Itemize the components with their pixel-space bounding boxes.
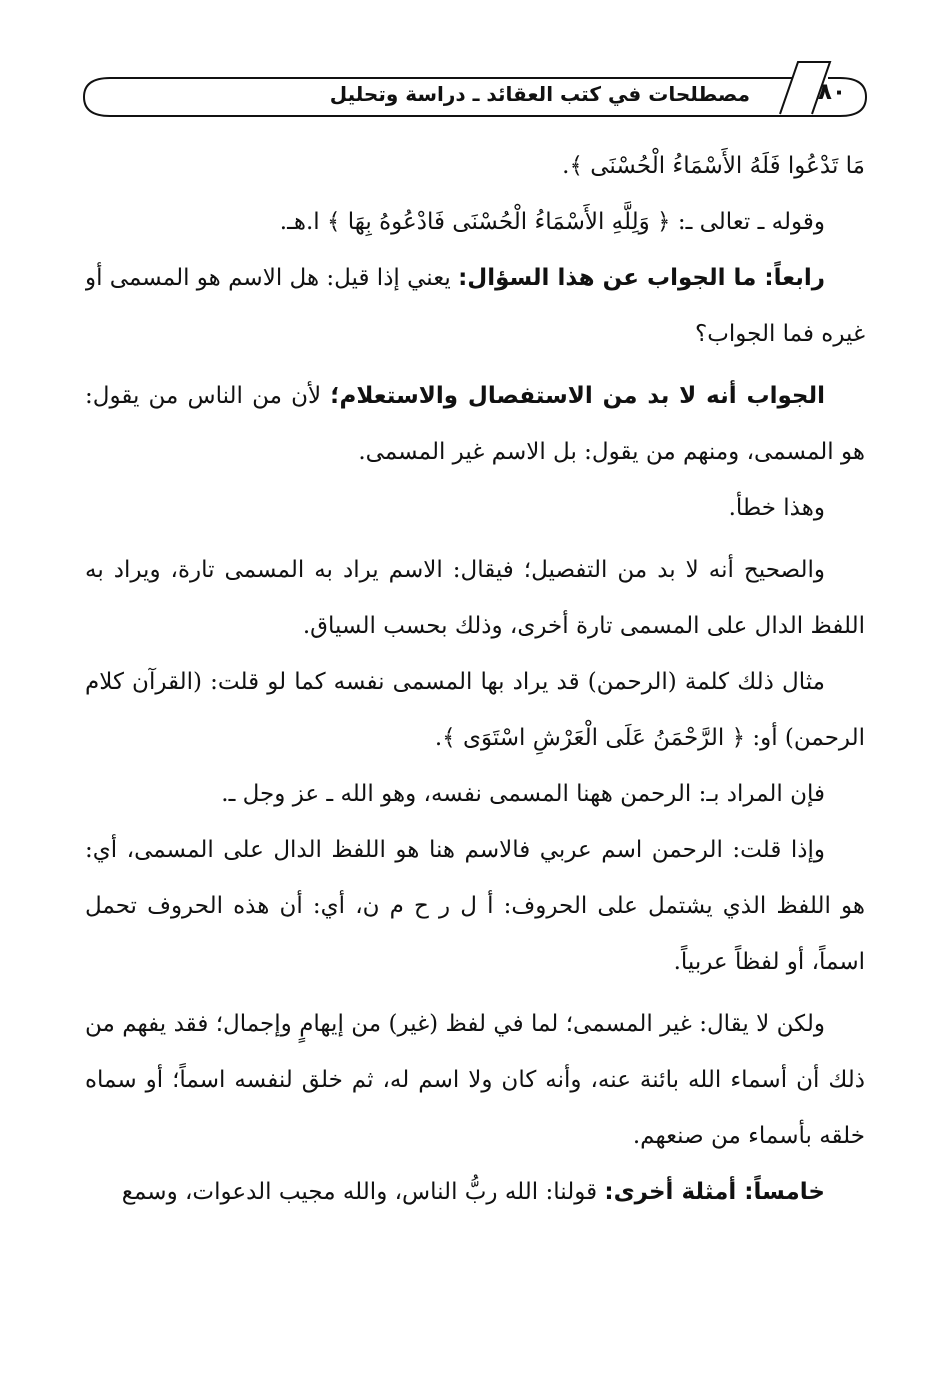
paragraph-9: وإذا قلت: الرحمن اسم عربي فالاسم هنا هو اللفظ الدال على المسمى، أي: هو اللفظ الذي يشتمل على الحروف: أ ل ر ح م ن، أي: أن هذه الحروف تحمل اسماً، أو لفظاً عربياً. bbox=[85, 837, 865, 975]
paragraph-3 bbox=[85, 250, 865, 362]
paragraph-4 bbox=[85, 368, 865, 480]
paragraph-1: مَا تَدْعُوا فَلَهُ الأَسْمَاءُ الْحُسْنَى ﴾. bbox=[562, 153, 865, 179]
paragraph-4-text: لأن من الناس من يقول: هو المسمى، ومنهم من يقول: بل الاسم غير المسمى. bbox=[85, 383, 865, 465]
paragraph-2: وقوله ـ تعالى ـ: ﴿ وَلِلَّهِ الأَسْمَاءُ الْحُسْنَى فَادْعُوهُ بِهَا ﴾ ا.هـ. bbox=[279, 209, 825, 235]
paragraph-11-text: قولنا: الله ربُّ الناس، والله مجيب الدعوات، وسمع bbox=[121, 1179, 605, 1205]
paragraph-8: فإن المراد بـ: الرحمن ههنا المسمى نفسه، وهو الله ـ عز وجل ـ. bbox=[221, 781, 825, 807]
answer-heading: الجواب أنه لا بد من الاستفصال والاستعلام؛ bbox=[330, 383, 825, 409]
paragraph-3-text: يعني إذا قيل: هل الاسم هو المسمى أو غيره فما الجواب؟ bbox=[85, 265, 865, 347]
running-header-title: مصطلحات في كتب العقائد ـ دراسة وتحليل bbox=[329, 82, 750, 106]
section-heading-4: رابعاً: ما الجواب عن هذا السؤال: bbox=[458, 265, 825, 291]
paragraph-7: مثال ذلك كلمة (الرحمن) قد يراد بها المسمى نفسه كما لو قلت: (القرآن كلام الرحمن) أو: ﴿ الرَّحْمَنُ عَلَى الْعَرْشِ اسْتَوَى ﴾. bbox=[85, 669, 865, 751]
page-number: ٨٠ bbox=[817, 79, 846, 105]
paragraph-10: ولكن لا يقال: غير المسمى؛ لما في لفظ (غير) من إيهامٍ وإجمال؛ فقد يفهم من ذلك أن أسماء الله بائنة عنه، وأنه كان ولا اسم له، ثم خلق لنفسه اسماً؛ أو سماه خلقه بأسماء من صنعهم. bbox=[85, 1011, 865, 1149]
paragraph-6: والصحيح أنه لا بد من التفصيل؛ فيقال: الاسم يراد به المسمى تارة، ويراد به اللفظ الدال على المسمى تارة أخرى، وذلك بحسب السياق. bbox=[85, 557, 865, 639]
section-heading-5: خامساً: أمثلة أخرى: bbox=[604, 1179, 825, 1205]
running-header bbox=[80, 60, 870, 120]
paragraph-5: وهذا خطأ. bbox=[728, 495, 825, 521]
page-body bbox=[85, 138, 865, 1228]
paragraph-11 bbox=[85, 1164, 865, 1220]
